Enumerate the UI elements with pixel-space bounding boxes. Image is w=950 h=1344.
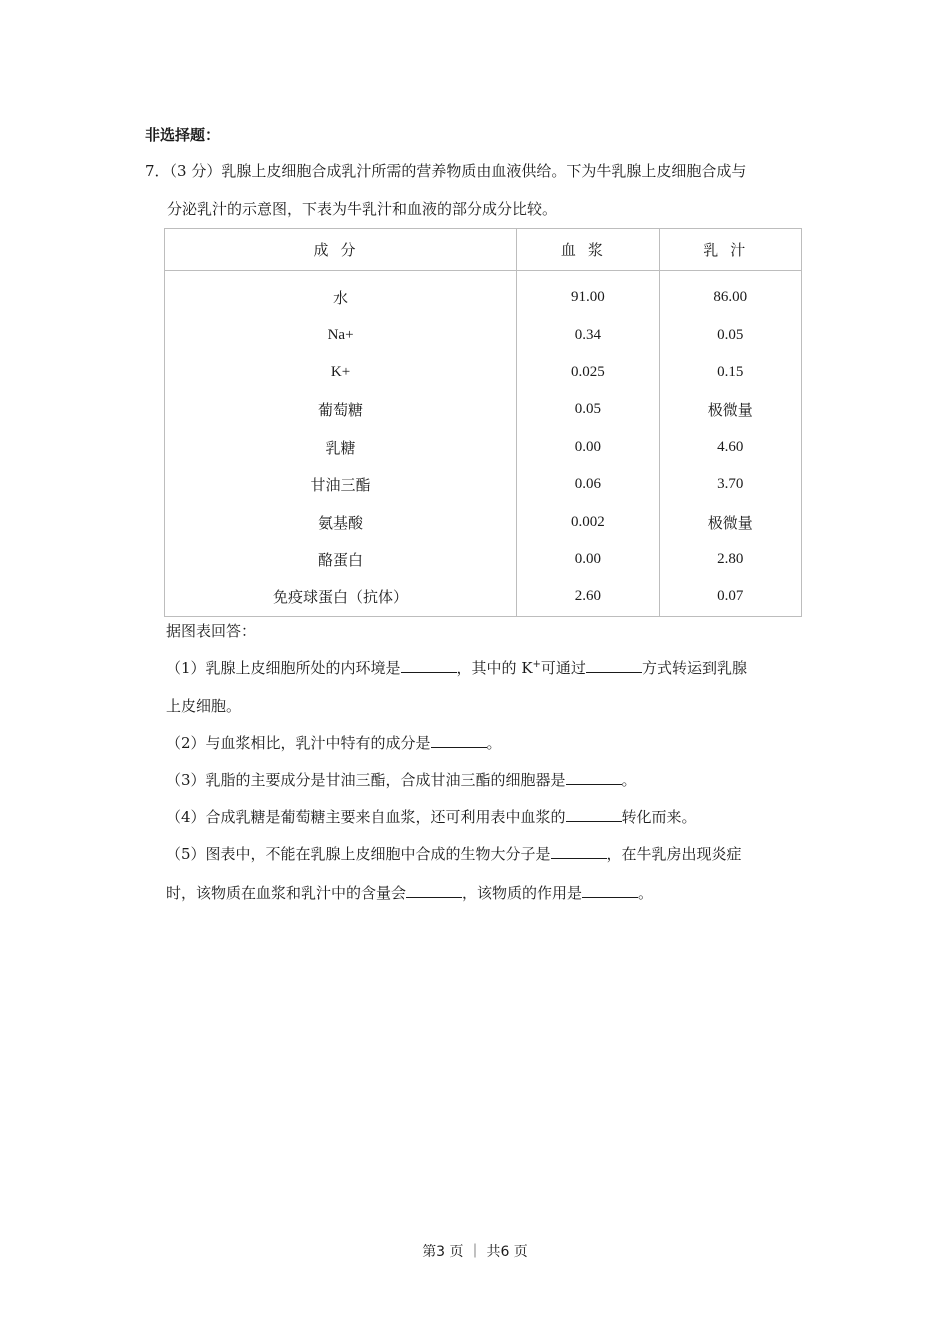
cell-component: 水	[165, 271, 517, 317]
cell-milk: 0.07	[659, 578, 801, 616]
cell-plasma: 2.60	[517, 578, 659, 616]
cell-component: 甘油三酯	[165, 466, 517, 503]
q1-text-c: 可通过	[540, 659, 586, 677]
q5-cont-b: ，该物质的作用是	[462, 884, 583, 902]
header-component: 成分	[165, 229, 517, 271]
table-row	[165, 466, 802, 503]
q1-text-a: （1）乳腺上皮细胞所处的内环境是	[166, 659, 401, 677]
q3-text-a: （3）乳脂的主要成分是甘油三酯，合成甘油三酯的细胞器是	[166, 771, 566, 789]
sub-question-2	[166, 731, 811, 754]
answer-blank[interactable]	[401, 656, 457, 673]
table-row	[165, 271, 802, 317]
q1-superscript: +	[532, 659, 541, 670]
question-number: 7．	[145, 162, 170, 180]
q2-text-a: （2）与血浆相比，乳汁中特有的成分是	[166, 734, 431, 752]
q5-cont-a: 时，该物质在血浆和乳汁中的含量会	[166, 884, 407, 902]
cell-plasma: 91.00	[517, 271, 659, 317]
table-row	[165, 541, 802, 578]
cell-milk: 0.05	[659, 316, 801, 353]
q5-continuation	[166, 881, 811, 904]
q1-continuation: 上皮细胞。	[166, 697, 242, 715]
cell-component: 乳糖	[165, 429, 517, 466]
answer-blank[interactable]	[551, 842, 607, 859]
answer-lead: 据图表回答：	[166, 622, 257, 640]
q5-text-b: ，在牛乳房出现炎症	[606, 845, 742, 863]
cell-component: Na+	[165, 316, 517, 353]
q5-text-a: （5）图表中，不能在乳腺上皮细胞中合成的生物大分子是	[166, 845, 551, 863]
cell-plasma: 0.34	[517, 316, 659, 353]
cell-plasma: 0.00	[517, 541, 659, 578]
sub-question-5	[166, 842, 811, 904]
composition-table	[164, 228, 802, 617]
cell-milk: 4.60	[659, 429, 801, 466]
cell-milk: 86.00	[659, 271, 801, 317]
sub-question-4	[166, 805, 811, 828]
cell-plasma: 0.002	[517, 503, 659, 540]
answer-blank[interactable]	[566, 768, 622, 785]
cell-plasma: 0.00	[517, 429, 659, 466]
cell-milk: 0.15	[659, 354, 801, 391]
answer-blank[interactable]	[582, 881, 638, 898]
question-line2: 分泌乳汁的示意图，下表为牛乳汁和血液的部分成分比较。	[167, 200, 558, 218]
table-row	[165, 503, 802, 540]
table-row	[165, 316, 802, 353]
table-row	[165, 354, 802, 391]
cell-milk: 3.70	[659, 466, 801, 503]
page-footer: 第3 页 ｜ 共6 页	[422, 1244, 528, 1260]
q4-text-a: （4）合成乳糖是葡萄糖主要来自血浆，还可利用表中血浆的	[166, 808, 566, 826]
header-milk: 乳汁	[659, 229, 801, 271]
table-row	[165, 578, 802, 616]
cell-milk: 极微量	[659, 503, 801, 540]
cell-plasma: 0.025	[517, 354, 659, 391]
q2-text-b: 。	[486, 734, 502, 752]
answer-blank[interactable]	[431, 731, 487, 748]
q1-text-d: 方式转运到乳腺	[641, 659, 747, 677]
cell-component: 免疫球蛋白（抗体）	[165, 578, 517, 616]
q5-cont-c: 。	[638, 884, 654, 902]
cell-component: K+	[165, 354, 517, 391]
cell-component: 氨基酸	[165, 503, 517, 540]
cell-milk: 极微量	[659, 391, 801, 428]
cell-plasma: 0.05	[517, 391, 659, 428]
cell-milk: 2.80	[659, 541, 801, 578]
question-line1: （3 分）乳腺上皮细胞合成乳汁所需的营养物质由血液供给。下为牛乳腺上皮细胞合成与	[169, 162, 747, 180]
sub-question-1	[166, 656, 811, 717]
cell-plasma: 0.06	[517, 466, 659, 503]
answer-blank[interactable]	[586, 656, 642, 673]
section-title: 非选择题：	[145, 126, 221, 144]
q3-text-b: 。	[621, 771, 637, 789]
sub-question-3	[166, 768, 811, 791]
q1-text-b: ，其中的 K	[456, 659, 533, 677]
question-intro	[145, 160, 810, 220]
answer-blank[interactable]	[566, 805, 622, 822]
answer-blank[interactable]	[406, 881, 462, 898]
table-row	[165, 429, 802, 466]
table-header-row	[165, 229, 802, 271]
table-row	[165, 391, 802, 428]
cell-component: 酪蛋白	[165, 541, 517, 578]
q4-text-b: 转化而来。	[621, 808, 697, 826]
header-plasma: 血浆	[517, 229, 659, 271]
cell-component: 葡萄糖	[165, 391, 517, 428]
